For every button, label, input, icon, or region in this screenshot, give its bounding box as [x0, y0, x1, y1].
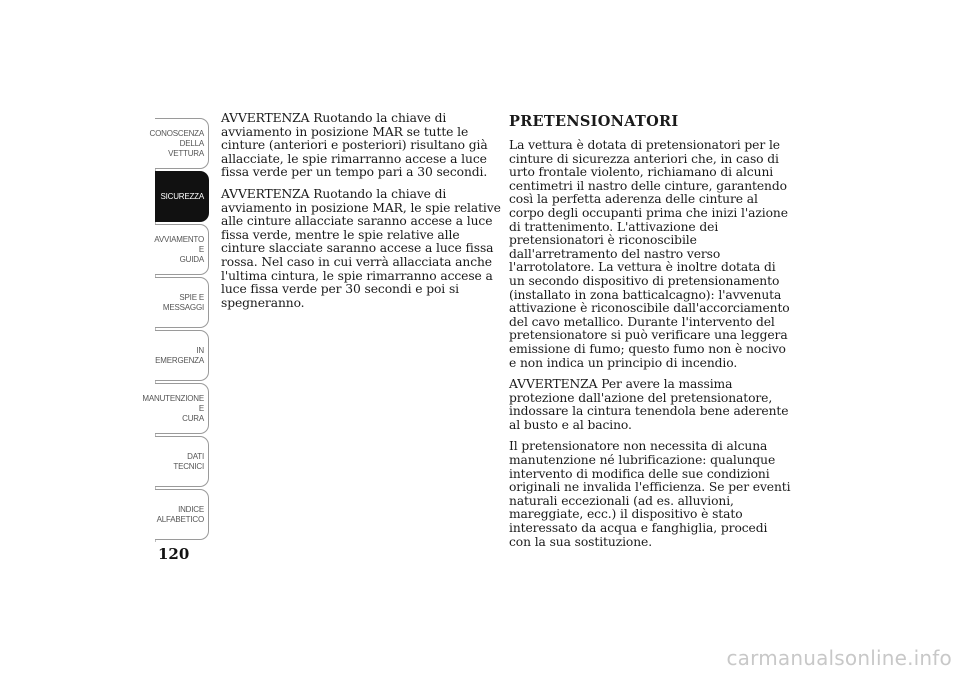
tab-label-line: MANUTENZIONE E: [142, 393, 204, 413]
tab-label-line: DATI TECNICI: [173, 451, 204, 471]
tab-label-line: AVVIAMENTO E: [154, 234, 204, 254]
tab-label-line: SPIE E MESSAGGI: [162, 292, 204, 312]
tab-label-line: SICUREZZA: [160, 191, 204, 201]
tab-avviamento-e-guida[interactable]: [155, 224, 209, 275]
tab-conoscenza-della-vettura[interactable]: [149, 118, 209, 169]
tab-in-emergenza[interactable]: [155, 330, 209, 381]
pretensioner-maintenance: Il pretensionatore non necessita di alcuna manutenzione né lubrificazione: qualunque intervento di modifica delle sue condizioni originali ne invalida l'efficienza. Se per eventi naturali eccezionali (ad es. alluvioni, mareggiate, ecc.) il dispositivo è stato interessato da acqua e fanghiglia, procedi con la sua sostituzione.: [509, 439, 791, 549]
watermark: carmanualsonline.info: [726, 646, 952, 670]
tab-label-line: ALFABETICO: [156, 514, 204, 524]
page-number: 120: [158, 545, 190, 563]
left-column: [221, 112, 501, 318]
tab-spie-e-messaggi[interactable]: [155, 277, 209, 328]
pretensioner-description: La vettura è dotata di pretensionatori per le cinture di sicurezza anteriori che, in caso di urto frontale violento, richiamano di alcuni centimetri il nastro delle cinture, garantendo così la perfetta aderenza delle cinture al corpo degli occupanti prima che inizi l'azione di trattenimento. L'attivazione dei pretensionatori è riconoscibile dall'arretramento del nastro verso l'arrotolatore. La vettura è inoltre dotata di un secondo dispositivo di pretensionamento (installato in zona batticalcagno): l'avvenuta attivazione è riconoscibile dall'accorciamento del cavo metallico. Durante l'intervento del pretensionatore si può verificare una leggera emissione di fumo; questo fumo non è nocivo e non indica un principio di incendio.: [509, 138, 790, 370]
tab-label-line: CONOSCENZA: [149, 128, 204, 138]
tab-sicurezza[interactable]: [155, 171, 209, 222]
section-heading: PRETENSIONATORI: [509, 113, 679, 130]
warning-paragraph-2: AVVERTENZA Ruotando la chiave di avviamento in posizione MAR, le spie relative alle cinture allacciate saranno accese a luce fissa verde, mentre le spie relative alle cinture slacciate saranno accese a luce fissa rossa. Nel caso in cui verrà allacciata anche l'ultima cintura, le spie rimarranno accese a luce fissa verde per 30 secondi e poi si spegneranno.: [221, 186, 501, 310]
tab-indice-alfabetico[interactable]: [155, 489, 209, 540]
tab-label-line: CURA: [182, 413, 204, 423]
tab-label-line: GUIDA: [179, 254, 204, 264]
tab-label-line: DELLA VETTURA: [168, 138, 204, 158]
tab-dati-tecnici[interactable]: [155, 436, 209, 487]
warning-paragraph-1: AVVERTENZA Ruotando la chiave di avviamento in posizione MAR se tutte le cinture (anteriori e posteriori) risultano già allacciate, le spie rimarranno accese a luce fissa verde per un tempo pari a 30 secondi.: [221, 111, 488, 180]
tab-label-line: INDICE: [178, 504, 204, 514]
tab-manutenzione-e-cura[interactable]: [142, 383, 209, 434]
right-column: [509, 112, 791, 557]
pretensioner-warning: AVVERTENZA Per avere la massima protezione dall'azione del pretensionatore, indossare la cintura tenendola bene aderente al busto e al bacino.: [509, 377, 789, 432]
tab-label-line: IN EMERGENZA: [155, 345, 204, 365]
